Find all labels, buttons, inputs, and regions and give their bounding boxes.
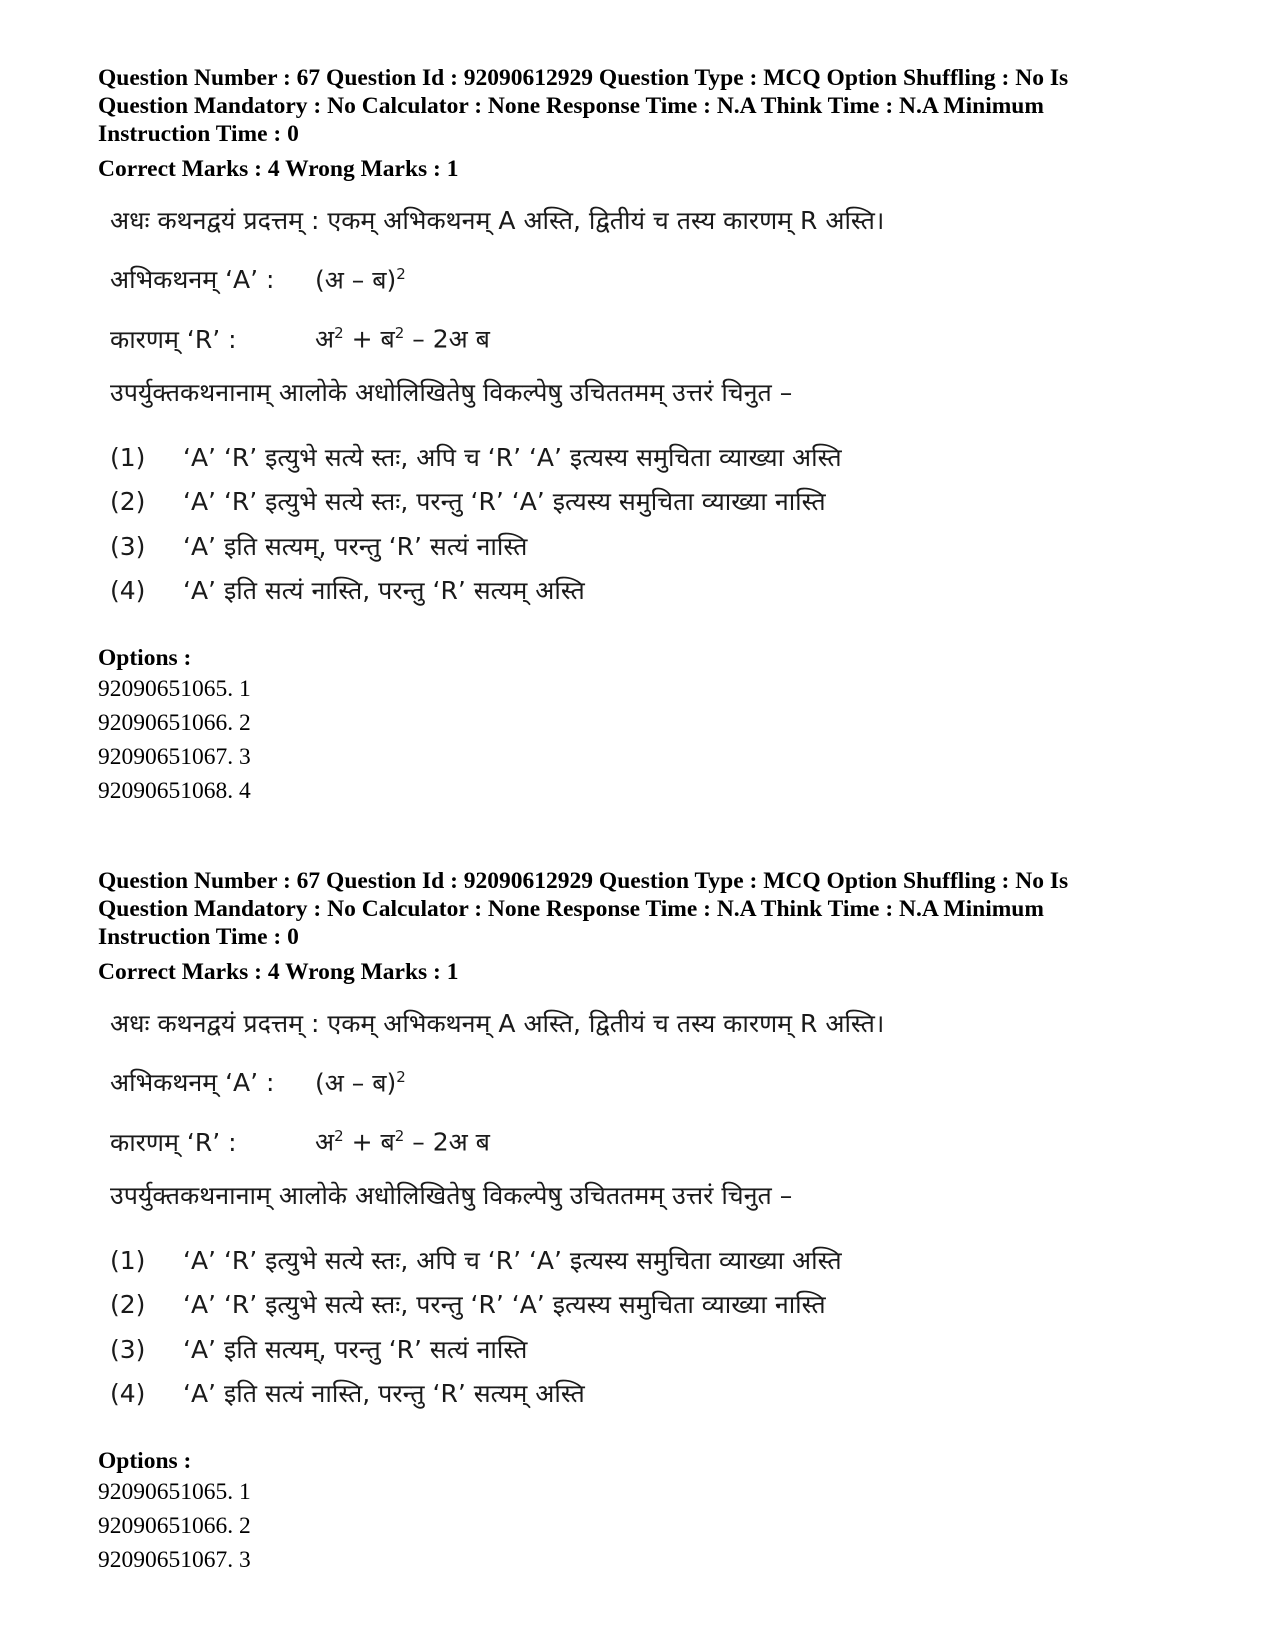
question-block [98, 867, 1198, 1577]
question-block [98, 64, 1198, 808]
reason-row [110, 315, 1198, 357]
meta-line: Question Mandatory : No Calculator : None Response Time : N.A Think Time : N.A Minimum [98, 93, 1044, 119]
reason-term-a: अ [315, 1127, 335, 1157]
option-id-line: 92090651067. 3 [98, 743, 251, 770]
reason-exponent: 2 [394, 324, 405, 343]
choice-item [110, 436, 1198, 481]
choice-number: (2) [110, 487, 146, 517]
option-id-line: 92090651065. 1 [98, 1478, 251, 1505]
reason-label: कारणम् ‘R’ : [110, 1127, 237, 1157]
choice-item [110, 1283, 1198, 1328]
question-meta [98, 64, 1198, 148]
question-body [110, 203, 1198, 614]
reason-term-b: + ब [343, 1127, 395, 1157]
choice-text: ‘A’ इति सत्यं नास्ति, परन्तु ‘R’ सत्यम् अस्ति [183, 576, 585, 606]
reason-term-rest: – 2अ ब [404, 324, 490, 354]
assertion-label: अभिकथनम् ‘A’ : [110, 1068, 275, 1098]
option-id-line: 92090651067. 3 [98, 1546, 251, 1573]
assertion-expression: (अ – ब) [315, 1068, 397, 1098]
choice-number: (4) [110, 576, 146, 606]
choice-text: ‘A’ ‘R’ इत्युभे सत्ये स्तः, परन्तु ‘R’ ‘A’ इत्यस्य समुचिता व्याख्या नास्ति [183, 1290, 826, 1320]
choice-text: ‘A’ इति सत्यम्, परन्तु ‘R’ सत्यं नास्ति [183, 531, 528, 561]
options-header: Options : [98, 644, 192, 671]
choice-number: (3) [110, 531, 146, 561]
marks-line: Correct Marks : 4 Wrong Marks : 1 [98, 959, 459, 985]
question-instruction: उपर्युक्तकथनानाम् आलोके अधोलिखितेषु विकल्पेषु उचिततमम् उत्तरं चिनुत – [110, 377, 793, 407]
choice-text: ‘A’ ‘R’ इत्युभे सत्ये स्तः, अपि च ‘R’ ‘A’ इत्यस्य समुचिता व्याख्या अस्ति [183, 442, 842, 472]
choice-list [110, 1239, 1198, 1417]
meta-line: Question Mandatory : No Calculator : None Response Time : N.A Think Time : N.A Minimum [98, 896, 1044, 922]
choice-item [110, 569, 1198, 614]
choice-number: (3) [110, 1334, 146, 1364]
meta-line: Instruction Time : 0 [98, 121, 299, 147]
question-body [110, 1006, 1198, 1417]
options-list [98, 672, 1198, 808]
reason-exponent: 2 [334, 324, 344, 343]
option-id-line: 92090651065. 1 [98, 675, 251, 702]
choice-item [110, 525, 1198, 570]
choice-text: ‘A’ इति सत्यम्, परन्तु ‘R’ सत्यं नास्ति [183, 1334, 528, 1364]
option-id-line: 92090651066. 2 [98, 1512, 251, 1539]
options-list [98, 1475, 1198, 1577]
choice-item [110, 1239, 1198, 1284]
choice-number: (2) [110, 1290, 146, 1320]
choice-item [110, 1372, 1198, 1417]
reason-exponent: 2 [394, 1127, 405, 1146]
marks-line: Correct Marks : 4 Wrong Marks : 1 [98, 156, 459, 182]
assertion-expression: (अ – ब) [315, 265, 397, 295]
reason-term-a: अ [315, 324, 335, 354]
choice-number: (1) [110, 1245, 146, 1275]
question-stem: अधः कथनद्वयं प्रदत्तम् : एकम् अभिकथनम् A अस्ति, द्वितीयं च तस्य कारणम् R अस्ति। [110, 206, 885, 235]
option-id-line: 92090651068. 4 [98, 777, 251, 804]
choice-text: ‘A’ ‘R’ इत्युभे सत्ये स्तः, अपि च ‘R’ ‘A’ इत्यस्य समुचिता व्याख्या अस्ति [183, 1245, 842, 1275]
reason-row [110, 1118, 1198, 1160]
choice-number: (4) [110, 1379, 146, 1409]
reason-term-rest: – 2अ ब [404, 1127, 490, 1157]
choice-text: ‘A’ ‘R’ इत्युभे सत्ये स्तः, परन्तु ‘R’ ‘A’ इत्यस्य समुचिता व्याख्या नास्ति [183, 487, 826, 517]
question-instruction: उपर्युक्तकथनानाम् आलोके अधोलिखितेषु विकल्पेषु उचिततमम् उत्तरं चिनुत – [110, 1180, 793, 1210]
reason-label: कारणम् ‘R’ : [110, 324, 237, 354]
question-stem: अधः कथनद्वयं प्रदत्तम् : एकम् अभिकथनम् A अस्ति, द्वितीयं च तस्य कारणम् R अस्ति। [110, 1009, 885, 1038]
choice-text: ‘A’ इति सत्यं नास्ति, परन्तु ‘R’ सत्यम् अस्ति [183, 1379, 585, 1409]
assertion-label: अभिकथनम् ‘A’ : [110, 265, 275, 295]
assertion-row [110, 1059, 1198, 1101]
meta-line: Instruction Time : 0 [98, 924, 299, 950]
option-id-line: 92090651066. 2 [98, 709, 251, 736]
reason-exponent: 2 [334, 1127, 344, 1146]
choice-number: (1) [110, 442, 146, 472]
meta-line: Question Number : 67 Question Id : 92090612929 Question Type : MCQ Option Shuffling : No Is [98, 868, 1069, 894]
assertion-exponent: 2 [396, 265, 406, 283]
choice-list [110, 436, 1198, 614]
assertion-exponent: 2 [396, 1068, 406, 1086]
assertion-row [110, 256, 1198, 298]
question-meta [98, 867, 1198, 951]
options-header: Options : [98, 1447, 192, 1474]
reason-term-b: + ब [343, 324, 395, 354]
meta-line: Question Number : 67 Question Id : 92090612929 Question Type : MCQ Option Shuffling : No Is [98, 65, 1069, 91]
choice-item [110, 1328, 1198, 1373]
choice-item [110, 480, 1198, 525]
